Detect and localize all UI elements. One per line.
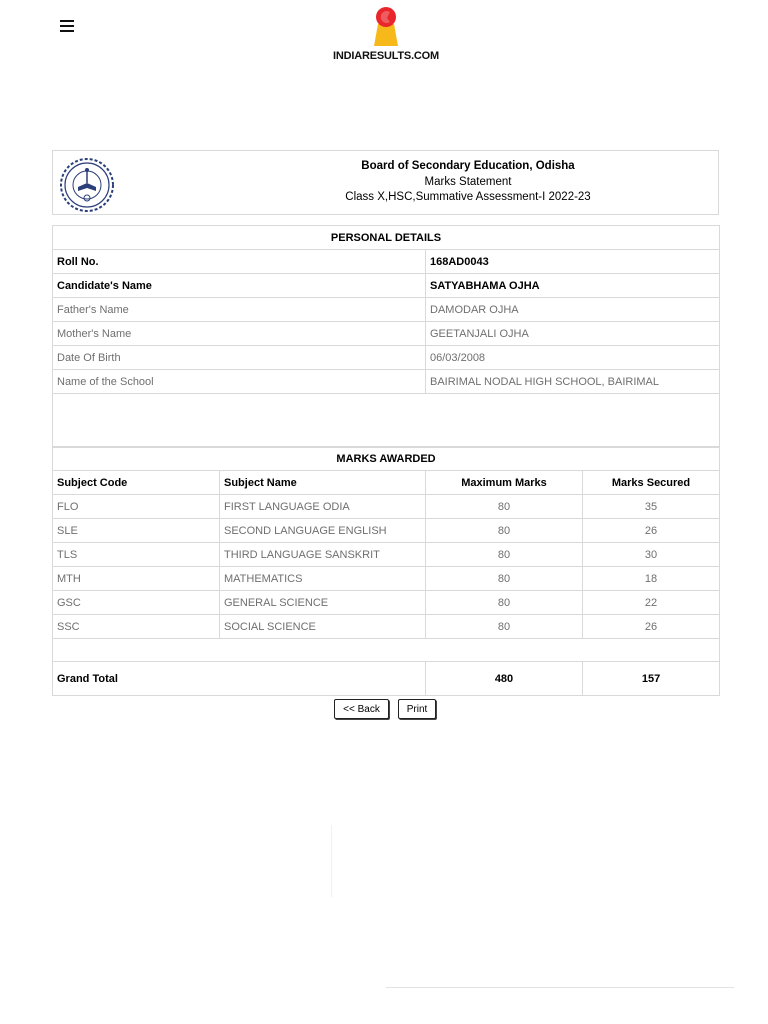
subject-name: MATHEMATICS (220, 567, 426, 591)
marks-awarded-heading: MARKS AWARDED (53, 447, 720, 471)
school-value: BAIRIMAL NODAL HIGH SCHOOL, BAIRIMAL (426, 370, 720, 394)
school-label: Name of the School (53, 370, 426, 394)
subject-code: GSC (53, 591, 220, 615)
column-header-subject-code: Subject Code (53, 471, 220, 495)
mother-name-label: Mother's Name (53, 322, 426, 346)
table-row (53, 370, 720, 394)
site-logo[interactable] (330, 6, 442, 62)
mother-name-value: GEETANJALI OJHA (426, 322, 720, 346)
logo-text: INDIARESULTS.COM (333, 50, 439, 62)
document-title: Marks Statement (424, 175, 512, 188)
candidate-name-label: Candidate's Name (53, 274, 426, 298)
spacer-row (53, 639, 720, 662)
table-row (53, 298, 720, 322)
marks-secured: 26 (583, 615, 720, 639)
dob-label: Date Of Birth (53, 346, 426, 370)
maximum-marks: 80 (426, 615, 583, 639)
roll-no-label: Roll No. (53, 250, 426, 274)
grand-total-secured: 157 (583, 662, 720, 696)
subject-name: SOCIAL SCIENCE (220, 615, 426, 639)
print-button[interactable]: Print (398, 699, 436, 719)
table-row (53, 346, 720, 370)
divider (331, 825, 332, 897)
marks-secured: 18 (583, 567, 720, 591)
maximum-marks: 80 (426, 567, 583, 591)
subject-name: THIRD LANGUAGE SANSKRIT (220, 543, 426, 567)
marks-secured: 26 (583, 519, 720, 543)
dob-value: 06/03/2008 (426, 346, 720, 370)
maximum-marks: 80 (426, 591, 583, 615)
marks-secured: 35 (583, 495, 720, 519)
column-header-subject-name: Subject Name (220, 471, 426, 495)
subject-code: FLO (53, 495, 220, 519)
subject-name: GENERAL SCIENCE (220, 591, 426, 615)
table-row (53, 567, 720, 591)
column-header-maximum-marks: Maximum Marks (426, 471, 583, 495)
roll-no-value: 168AD0043 (426, 250, 720, 274)
table-row (53, 591, 720, 615)
maximum-marks: 80 (426, 519, 583, 543)
table-row (53, 543, 720, 567)
maximum-marks: 80 (426, 543, 583, 567)
back-button[interactable]: << Back (334, 699, 389, 719)
exam-title: Class X,HSC,Summative Assessment-I 2022-23 (345, 191, 591, 203)
personal-details-heading: PERSONAL DETAILS (53, 226, 720, 250)
grand-total-label: Grand Total (53, 662, 426, 696)
personal-details-table (52, 225, 720, 448)
subject-code: SSC (53, 615, 220, 639)
table-row (53, 322, 720, 346)
father-name-label: Father's Name (53, 298, 426, 322)
subject-code: MTH (53, 567, 220, 591)
marks-secured: 22 (583, 591, 720, 615)
board-name: Board of Secondary Education, Odisha (361, 160, 575, 172)
spacer-row (53, 394, 720, 448)
table-row (53, 615, 720, 639)
candidate-name-value: SATYABHAMA OJHA (426, 274, 720, 298)
table-row (53, 495, 720, 519)
grand-total-maximum: 480 (426, 662, 583, 696)
subject-name: SECOND LANGUAGE ENGLISH (220, 519, 426, 543)
father-name-value: DAMODAR OJHA (426, 298, 720, 322)
table-row (53, 519, 720, 543)
subject-code: SLE (53, 519, 220, 543)
column-header-marks-secured: Marks Secured (583, 471, 720, 495)
board-seal-icon (58, 157, 116, 213)
maximum-marks: 80 (426, 495, 583, 519)
site-header (0, 0, 768, 70)
board-header-box (52, 150, 719, 215)
logo-mark-icon (372, 6, 400, 46)
table-row (53, 250, 720, 274)
marks-awarded-table (52, 446, 720, 696)
table-row (53, 274, 720, 298)
subject-code: TLS (53, 543, 220, 567)
marks-secured: 30 (583, 543, 720, 567)
table-header-row (53, 471, 720, 495)
subject-name: FIRST LANGUAGE ODIA (220, 495, 426, 519)
hamburger-menu-icon[interactable] (60, 20, 74, 34)
divider (386, 987, 734, 988)
grand-total-row (53, 662, 720, 696)
